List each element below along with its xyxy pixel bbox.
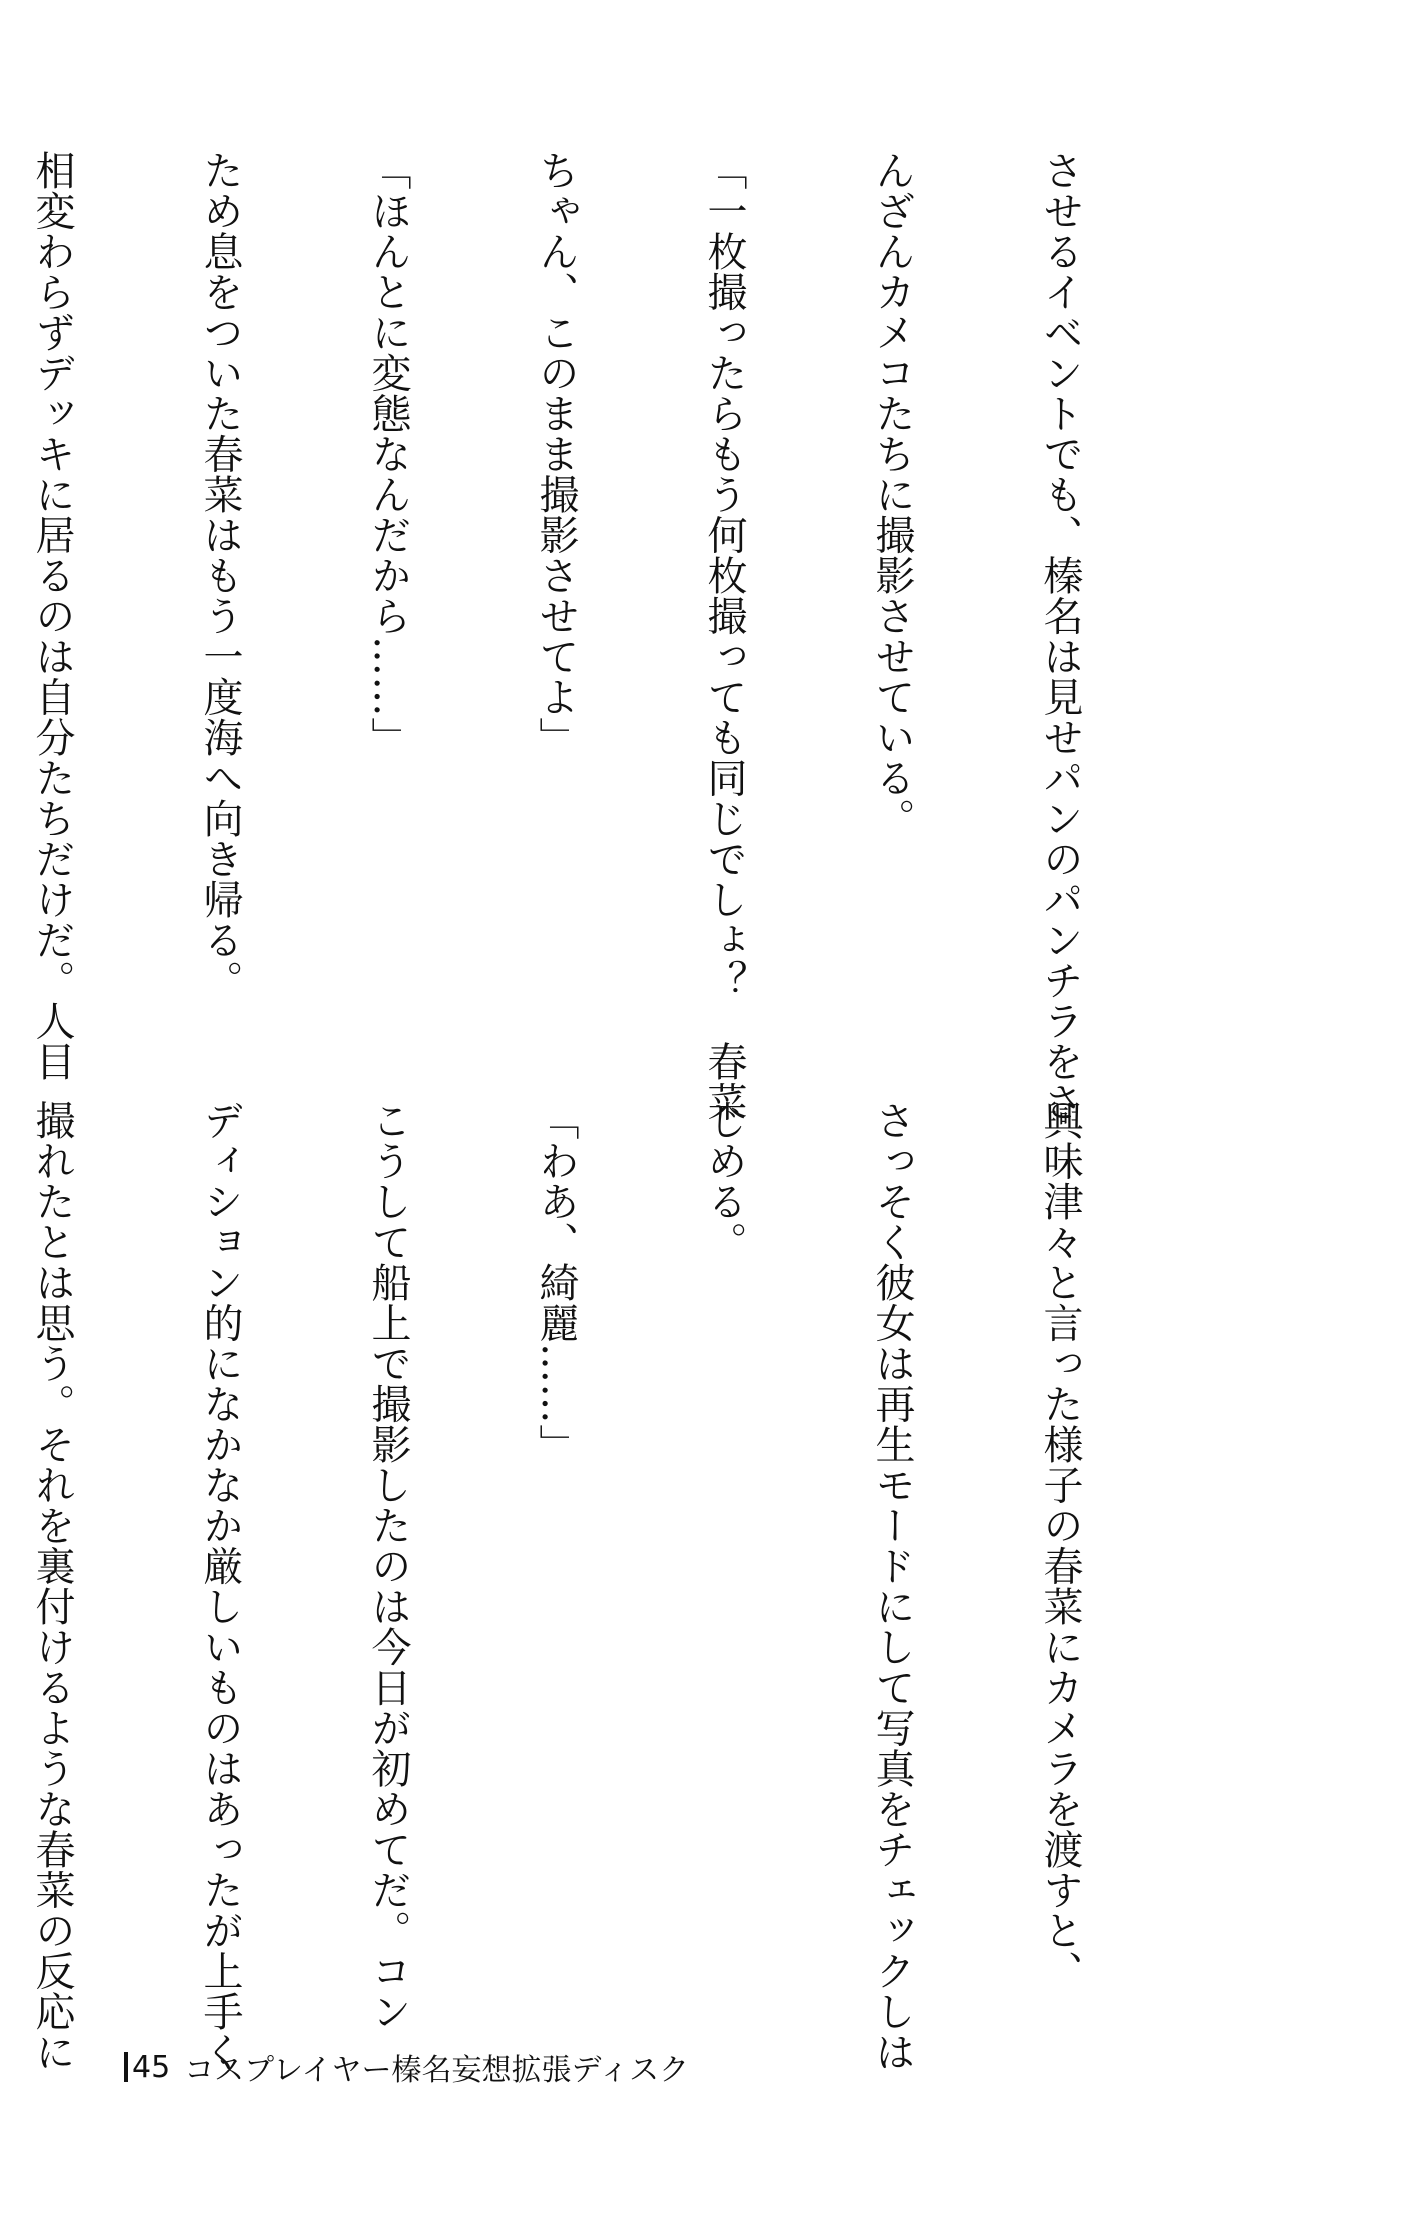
text-line: ディション的になかなか厳しいものはあったが上手く [197,1100,243,2072]
text-line: させるイベントでも、榛名は見せパンのパンチラをさ [1037,150,1083,1122]
page-number: 45 [132,2049,171,2085]
book-title: コスプレイヤー榛名妄想拡張ディスク [184,2053,690,2088]
text-line: さっそく彼女は再生モードにして写真をチェックしは [869,1100,915,2072]
footer-rule [124,2052,128,2082]
text-line: んざんカメコたちに撮影させている。 [869,150,915,839]
text-line: じめる。 [701,1100,747,1262]
text-line: 「一枚撮ったらもう何枚撮っても同じでしょ？ 春菜 [701,150,747,1122]
text-line: 相変わらずデッキに居るのは自分たちだけだ。人目 [29,150,75,1082]
text-line: ちゃん、このまま撮影させてよ」 [533,150,579,758]
page-footer [124,2045,689,2089]
text-line: ため息をついた春菜はもう一度海へ向き帰る。 [197,150,243,1001]
text-line: 「わあ、綺麗……」 [533,1100,579,1465]
text-line: 興味津々と言った様子の春菜にカメラを渡すと、 [1037,1100,1083,1991]
upper-text-block [0,150,1200,1122]
text-line: 「ほんとに変態なんだから……」 [365,150,411,758]
text-line: 撮れたとは思う。それを裏付けるような春菜の反応に [29,1100,75,2072]
text-line: こうして船上で撮影したのは今日が初めてだ。コン [365,1100,411,2032]
